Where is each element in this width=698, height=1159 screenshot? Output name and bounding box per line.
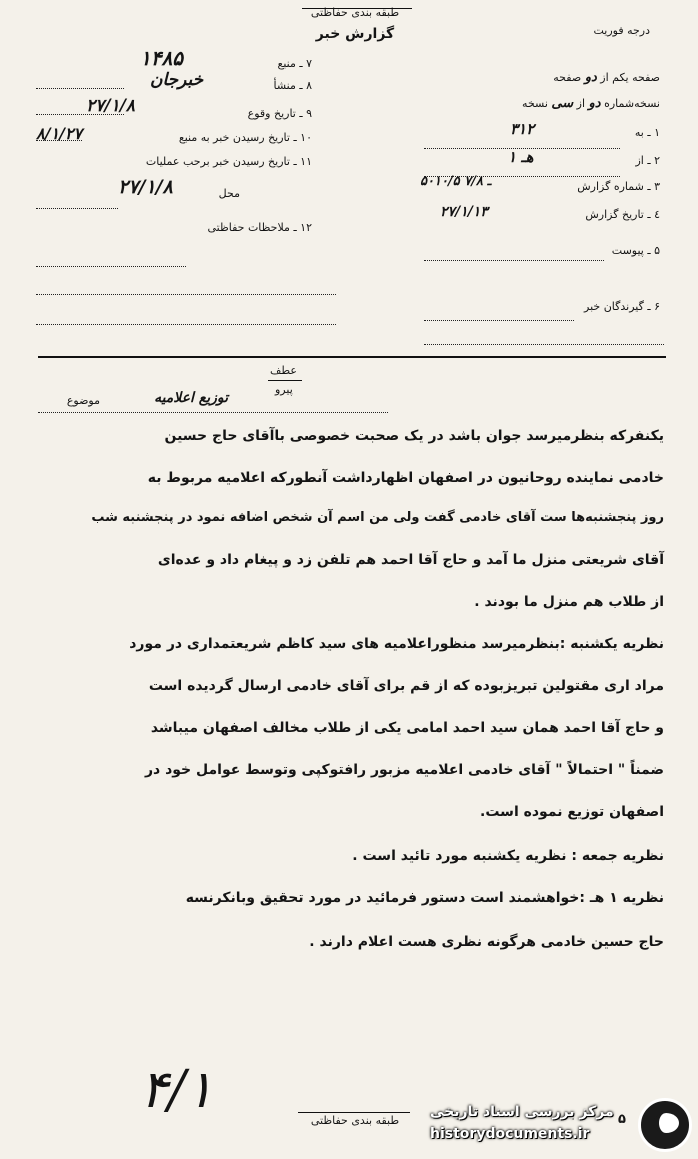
field-receipt-date-value: ۸/۱/۲۷ xyxy=(36,124,83,143)
logo-inner-shape xyxy=(653,1113,679,1133)
body-line: نظریه یکشنبه :بنظرمیرسد منظوراعلامیه های سید کاظم شریعتمداری در مورد xyxy=(129,636,664,652)
notes-line-2 xyxy=(36,294,336,295)
follow-up-label: پیرو xyxy=(275,383,293,396)
body-line: خادمی نماینده روحانیون در اصفهان اظهارداشت آنطورکه اعلامیه مربوط به xyxy=(147,470,664,486)
field-security-notes: ۱۲ ـ ملاحظات حفاظتی xyxy=(207,221,312,234)
subject-label: موضوع xyxy=(66,394,100,407)
field-occurrence-date: ۹ ـ تاریخ وقوع xyxy=(247,107,312,120)
field-ops-date-line xyxy=(36,208,118,209)
body-line: روز پنجشنبه‌ها ست آقای خادمی گفت ولی من اسم آن شخص اضافه نمود در پنجشنبه شب xyxy=(91,510,664,525)
classification-top-rule xyxy=(302,8,412,9)
field-recipients: ۶ ـ گیرندگان خبر xyxy=(584,300,660,313)
field-attachment-line xyxy=(424,260,604,261)
reference-rule xyxy=(268,380,302,381)
reference-label: عطف xyxy=(270,364,297,377)
field-report-number: ۳ ـ شماره گزارش xyxy=(577,180,660,193)
field-origin-value: خبرجان xyxy=(150,70,204,90)
field-recipients-line-2 xyxy=(424,344,664,345)
subject-line xyxy=(38,412,388,413)
subject-value: توزیع اعلامیه xyxy=(154,390,228,406)
section-divider xyxy=(38,356,666,358)
field-report-date-value: ۲۷/۱/۱۳ xyxy=(440,204,488,220)
classification-bottom-rule xyxy=(298,1112,410,1113)
watermark-title: مرکز بررسی اسناد تاریخی xyxy=(430,1104,614,1120)
field-from-value: ۱ هـ xyxy=(508,148,534,166)
field-location-value: ۲۷/۱/۸ xyxy=(118,176,173,198)
body-line: آقای شریعتی منزل ما آمد و حاج آقا احمد هم تلفن زد و پیغام داد و عده‌ای xyxy=(157,552,664,568)
field-copy-number: نسخه‌شماره دو از سی نسخه xyxy=(522,96,660,111)
field-occurrence-date-value: ۲۷/۱/۸ xyxy=(86,96,135,116)
field-report-date: ٤ ـ تاریخ گزارش xyxy=(585,208,660,221)
field-source-line xyxy=(36,88,124,89)
field-to: ۱ ـ به xyxy=(634,126,660,139)
field-attachment: ۵ ـ پیوست xyxy=(611,244,660,257)
classification-top: طبقه بندی حفاظتی xyxy=(310,6,400,19)
notes-line-3 xyxy=(36,324,336,325)
field-report-number-value: ۵۰۱۰/۵ ـ ۷/۸ xyxy=(420,174,492,189)
field-origin: ۸ ـ منشأ xyxy=(273,79,312,92)
field-ops-date: ۱۱ ـ تاریخ رسیدن خبر برحب عملیات xyxy=(145,155,312,168)
priority-label: درجه فوریت xyxy=(593,24,650,37)
body-line: حاج حسین خادمی هرگونه نظری هست اعلام دارند . xyxy=(309,934,664,950)
field-source-value: ۱۴۸۵ xyxy=(140,46,183,70)
watermark-url: historydocuments.ir xyxy=(430,1126,590,1142)
body-line: از طلاب هم منزل ما بودند . xyxy=(474,594,664,610)
field-receipt-date: ۱۰ ـ تاریخ رسیدن خبر به منبع xyxy=(178,131,312,144)
body-line: و حاج آقا احمد همان سید احمد امامی یکی از طلاب مخالف اصفهان میباشد xyxy=(150,720,664,736)
body-line: ضمناً " احتمالاً " آقای خادمی اعلامیه مزبور رافتوکپی وتوسط عوامل خود در xyxy=(144,762,664,778)
field-source: ۷ ـ منبع xyxy=(277,57,312,70)
notes-line-1 xyxy=(36,266,186,267)
page-digit: ۵ xyxy=(618,1112,626,1127)
field-from: ۲ ـ از xyxy=(635,154,660,167)
body-line: نظریه ۱ هـ :خواهشمند است دستور فرمائید در مورد تحقیق وبانکرنسه xyxy=(185,890,664,906)
report-title: گزارش خبر xyxy=(315,26,395,42)
field-recipients-line xyxy=(424,320,574,321)
field-location: محل xyxy=(218,187,240,200)
classification-bottom: طبقه بندی حفاظتی xyxy=(310,1114,400,1127)
body-line: اصفهان توزیع نموده است. xyxy=(480,804,664,820)
field-to-value: ۳۱۲ xyxy=(510,120,535,138)
watermark-logo-icon xyxy=(638,1098,692,1152)
body-line: نظریه جمعه : نظریه یکشنبه مورد تائید است . xyxy=(352,848,664,864)
body-line: یکنفرکه بنظرمیرسد جوان باشد در یک صحبت خصوصی باآقای حاج حسین xyxy=(164,428,664,444)
handwritten-page-number: ۴/۱ xyxy=(140,1060,214,1120)
field-page-of: صفحه یکم از دو صفحه xyxy=(553,70,660,85)
body-line: مراد اری مقتولین تبریزبوده که از قم برای آقای خادمی ارسال گردیده است xyxy=(148,678,664,694)
